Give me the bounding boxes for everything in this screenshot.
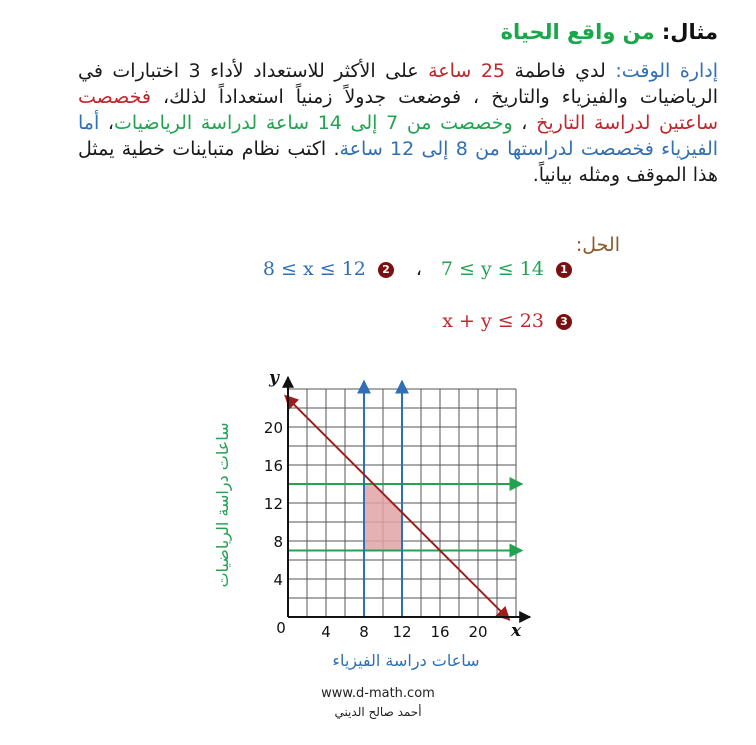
problem-topic: إدارة الوقت: <box>615 60 718 82</box>
y-tick-label: 12 <box>263 495 283 513</box>
origin-label: 0 <box>276 619 286 637</box>
inequality-3-text: x + y ≤ 23 <box>442 310 544 332</box>
y-axis-label: ساعات دراسة الرياضيات <box>213 422 232 588</box>
y-tick-label: 4 <box>273 571 283 589</box>
example-label: مثال: <box>661 20 718 44</box>
x-tick-label: 8 <box>359 623 369 641</box>
inequality-1-badge: 1 <box>556 262 572 278</box>
inequality-separator: ، <box>415 258 422 280</box>
footer-author: أحمد صالح الديني <box>334 705 422 719</box>
boundary-lines <box>285 381 522 620</box>
x-tick-label: 16 <box>430 623 450 641</box>
problem-text-3: ، <box>512 112 537 134</box>
x-tick-label: 12 <box>392 623 412 641</box>
problem-text-4: ، <box>99 112 115 134</box>
problem-math-hours: وخصصت من 7 إلى 14 ساعة لدراسة الرياضيات <box>114 112 513 134</box>
inequality-2-text: 8 ≤ x ≤ 12 <box>262 258 366 280</box>
y-tick-label: 8 <box>273 533 283 551</box>
axes <box>288 377 530 617</box>
inequality-3-badge: 3 <box>556 314 572 330</box>
problem-text-1: لدي فاطمة <box>505 60 616 82</box>
problem-text-5: . اكتب نظام متباينات خطية يمثل هذا الموقف ومثله بيانياً. <box>78 138 718 186</box>
footer-url: www.d-math.com <box>321 686 435 701</box>
inequality-1-text: 7 ≤ y ≤ 14 <box>440 258 544 280</box>
problem-physics-hours: أما الفيزياء فخصصت لدراستها من 8 إلى 12 ساعة <box>78 112 719 160</box>
x-axis-label: ساعات دراسة الفيزياء <box>332 651 480 670</box>
solution-label: الحل: <box>575 234 620 256</box>
example-heading: من واقع الحياة <box>500 20 655 44</box>
x-tick-label: 20 <box>468 623 488 641</box>
x-axis-letter: x <box>511 621 522 641</box>
x-tick-label: 4 <box>321 623 331 641</box>
y-tick-label: 20 <box>263 419 283 437</box>
inequality-2-badge: 2 <box>378 262 394 278</box>
problem-total-hours: 25 ساعة <box>428 60 506 82</box>
y-tick-label: 16 <box>263 457 283 475</box>
y-axis-letter: y <box>269 368 279 388</box>
problem-text-2: على الأكثر للاستعداد لأداء 3 اختبارات في الرياضيات والفيزياء والتاريخ ، فوضعت جدولاً زمنياً استعداداً لذلك، <box>78 60 718 108</box>
boundary-line-sum <box>285 396 509 620</box>
problem-history-hours: فخصصت ساعتين لدراسة التاريخ <box>78 86 719 134</box>
